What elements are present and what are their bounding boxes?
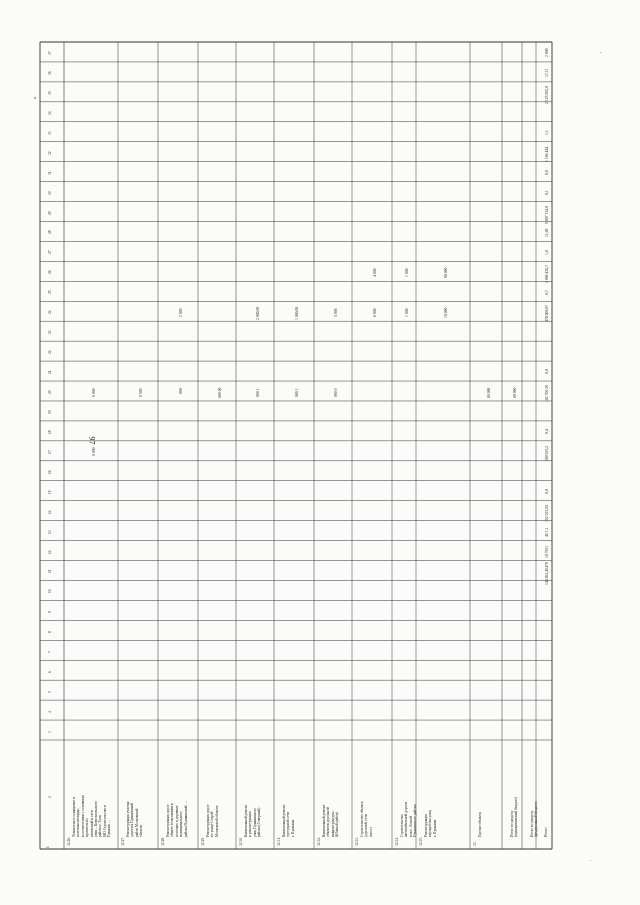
column-number: 18 [48,430,52,434]
cell-value: 1,0 [545,249,549,255]
cell-value: 10 000 [444,307,448,318]
row-description: автомобильной дороги [404,802,409,837]
row-description: Капитальный ремонт [244,804,248,837]
column-number: 1 [46,846,50,848]
cell-value: 0,0 [545,369,549,375]
cell-value: 17,11 [545,69,549,78]
row-description: (федеральный бюджет) [534,801,539,837]
column-number: 25 [48,290,52,295]
row-description: объектов дорожной [326,807,331,837]
row-description: (муниципальный бюджет) [514,796,519,837]
cell-value: 0 000 [92,387,96,397]
cell-value: 144 052,45479 [545,562,549,585]
cell-value: 200 015,2 [545,445,549,461]
column-number: 33 [48,131,52,135]
cell-value: 0 500 [139,387,143,397]
row-description: Капитальный ремонт [282,804,286,837]
cell-value: 2 000,00 [256,306,260,321]
cell-value: 2 125 055,0 [545,85,549,104]
scan-speck [34,97,36,99]
column-number: 37 [48,51,52,55]
column-number: 32 [48,151,52,155]
cell-value: 2 000 [179,308,183,317]
column-number: 4 [48,711,52,714]
cell-value: 00 000 [513,387,517,398]
column-number: 20 [48,390,52,394]
cell-value: 1 000,00 [295,306,299,321]
row-description: Реконструкция [424,814,428,837]
column-number: 29 [48,210,52,215]
cell-value: 1 006 435,7 [545,265,549,284]
row-description: Пушкин … [107,819,112,837]
row-description: Прочие объекты [478,812,482,837]
row-description: Реконструкция дорог [166,804,170,837]
row-description: общего пользования в [170,803,175,837]
row-description: области [139,824,144,837]
row-description: Итого по разделу [530,810,534,837]
scan-speck [600,52,601,53]
column-number: 12 [48,549,52,554]
row-description: улиц – Комсомольского [94,800,98,837]
row-description: г. Пушкина [290,819,295,837]
cell-value: 0,4 [545,429,549,435]
row-description: района Пушкинский … [183,801,188,837]
cell-value: 478 000,07 [545,305,549,323]
cell-value: 00 000 [487,387,491,398]
row-description: поселках и деревнях [174,805,179,837]
column-number: 6 [48,671,52,674]
column-number: 22 [48,350,52,355]
row-description: Пушкинского района [413,804,418,837]
row-description: Строительство [400,814,404,837]
cell-value: 0 000 [373,308,377,317]
row-description: район Московской [134,808,139,837]
row-description: МО Строительство в [102,805,107,837]
column-number: 19 [48,410,52,414]
row-number: 32.35. [419,837,423,846]
cell-value: 0,7 [545,289,549,295]
row-description: по улице Старой [210,811,215,837]
row-number: 32.33. [355,837,359,846]
column-number: 5 [48,691,52,694]
scan-speck [590,860,591,861]
column-number: 34 [48,111,52,115]
row-description: Капитальный ремонт [322,804,326,837]
row-description: и реконструкция [248,811,253,837]
column-number: 7 [48,651,52,654]
column-number: 8 [48,631,52,634]
row-number: 32.29. [201,837,205,846]
cell-value: 00 000 [444,267,448,278]
row-description: Московской области [214,805,219,837]
cell-value: 0,1 [545,190,549,195]
page-number: 97 [87,436,97,445]
row-description: Итого по разделу [510,810,514,837]
column-number: 15 [48,490,52,494]
row-number: 32.27. [121,837,125,846]
column-number: 14 [48,510,52,514]
cell-value: 5 007 134,0 [545,205,549,224]
column-number: 30 [48,190,52,195]
column-number: 13 [48,530,52,534]
column-number: 26 [48,270,52,275]
column-number: 16 [48,470,52,474]
column-number: 11 [48,570,52,574]
cell-value: 000 1 [256,387,260,397]
row-description: Итого: [544,826,548,837]
row-description: в пос. Лесной [408,815,413,837]
cell-value: 1 166 444 [545,146,549,162]
column-number: 2 [48,795,52,798]
cell-value: 11,00 [545,228,549,237]
row-number: 33. [473,841,477,846]
row-number: 32.30. [239,837,243,846]
row-number: 32.34. [395,837,399,846]
row-description: улиц Пушкинского [252,807,257,837]
cell-value: 000 0 [334,387,338,397]
row-description: в соответствии с основным [80,795,85,837]
column-number: 23 [48,330,52,335]
column-number: 21 [48,370,52,375]
row-description: дороги в Пушкинский [130,802,135,837]
cell-value: 1 000 [405,308,409,317]
cell-value: 1 000 [405,268,409,277]
column-number: 35 [48,91,52,95]
row-description: Техническое оснащение и [72,797,76,837]
budget-table-sheet [40,42,552,849]
cell-value: 102 700 20 [545,384,549,402]
cell-value: 0,0 [545,489,549,494]
column-number: 17 [48,450,52,454]
column-number: 10 [48,589,52,594]
row-description: (Южный район) [335,812,340,837]
cell-value: 0 000 [92,447,96,457]
cell-value: 000 [179,388,183,395]
row-description: Строительство объекта [360,801,364,837]
row-description: изменений в сети [89,810,94,837]
cell-value: 1,1 [545,130,549,136]
row-number: 32.26. [67,837,71,846]
cell-value: 4 000 [373,268,377,277]
cell-value: 2 000 [545,48,549,58]
row-description: перекрёстка улиц [428,810,433,837]
row-description: тротуарной сети [286,811,291,837]
column-number: 28 [48,230,52,235]
row-number: 32.31. [277,837,281,846]
column-number: 3 [48,731,52,734]
table-grid [40,42,552,849]
column-number: 24 [48,310,52,315]
row-number: 32.28. [161,837,165,846]
row-description: (мост) [368,827,373,837]
cell-value: 45 1,1 [545,527,549,538]
column-number: 36 [48,71,52,75]
column-number: 31 [48,171,52,175]
cell-value: 152 015,55 [545,504,549,522]
row-description: муниципального [179,811,184,837]
row-description: проектом по [85,818,90,837]
row-description: инфраструктуры [330,811,335,837]
row-description: Реконструкция дорог [206,804,210,837]
column-number: 9 [48,611,52,614]
cell-value: 000 1 [295,387,299,397]
row-description: района г. Тула, [98,814,103,837]
cell-value: 0,0 [545,170,549,175]
cell-value: 3 000 [334,308,338,317]
row-description: г. Пушкина [432,819,437,837]
row-number: 32.32. [317,837,321,846]
row-description: полезная площадь, [76,808,81,837]
row-description: дорожной сети [364,814,369,837]
cell-value: 000 00 [218,387,222,398]
cell-value: 10 7011 [545,546,549,559]
row-description: района (Северный) [257,807,262,837]
column-number: 27 [48,250,52,255]
row-description: Реконструкция участка [126,801,130,837]
